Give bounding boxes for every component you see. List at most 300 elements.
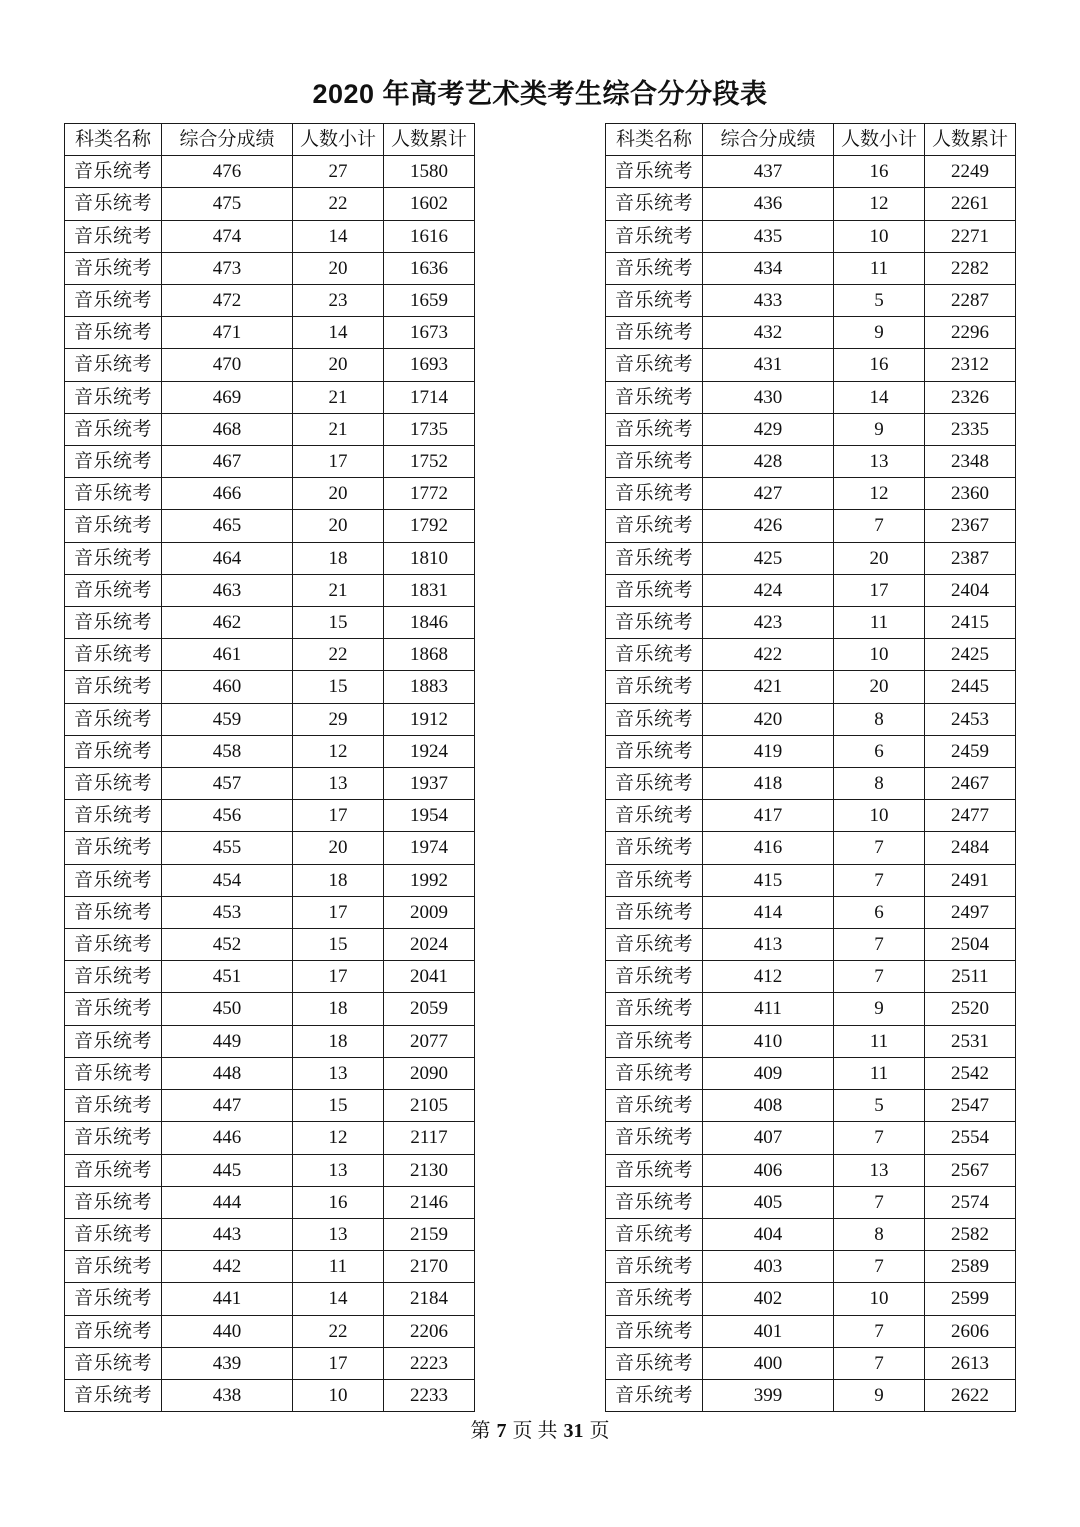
cell-score: 407 xyxy=(703,1122,834,1154)
table-row xyxy=(65,413,475,445)
cell-cumulative: 2059 xyxy=(384,993,475,1025)
cell-category: 音乐统考 xyxy=(65,1251,162,1283)
cell-subtotal: 14 xyxy=(293,317,384,349)
cell-cumulative: 1792 xyxy=(384,510,475,542)
cell-subtotal: 7 xyxy=(834,1347,925,1379)
cell-cumulative: 2184 xyxy=(384,1283,475,1315)
cell-category: 音乐统考 xyxy=(65,1347,162,1379)
cell-score: 440 xyxy=(162,1315,293,1347)
cell-subtotal: 10 xyxy=(834,1283,925,1315)
cell-subtotal: 15 xyxy=(293,929,384,961)
cell-category: 音乐统考 xyxy=(606,961,703,993)
cell-score: 471 xyxy=(162,317,293,349)
cell-cumulative: 1752 xyxy=(384,446,475,478)
table-header-row xyxy=(606,124,1016,156)
cell-score: 439 xyxy=(162,1347,293,1379)
cell-score: 459 xyxy=(162,703,293,735)
table-row xyxy=(65,671,475,703)
table-row xyxy=(606,735,1016,767)
cell-subtotal: 23 xyxy=(293,285,384,317)
cell-category: 音乐统考 xyxy=(65,1283,162,1315)
cell-subtotal: 9 xyxy=(834,993,925,1025)
cell-score: 435 xyxy=(703,220,834,252)
cell-category: 音乐统考 xyxy=(65,1186,162,1218)
cell-score: 442 xyxy=(162,1251,293,1283)
table-row xyxy=(65,542,475,574)
cell-category: 音乐统考 xyxy=(606,542,703,574)
table-row xyxy=(65,1251,475,1283)
cell-score: 454 xyxy=(162,864,293,896)
table-row xyxy=(65,800,475,832)
cell-score: 432 xyxy=(703,317,834,349)
cell-score: 457 xyxy=(162,768,293,800)
page-footer xyxy=(0,1414,1080,1443)
cell-subtotal: 22 xyxy=(293,1315,384,1347)
cell-score: 436 xyxy=(703,188,834,220)
cell-score: 410 xyxy=(703,1025,834,1057)
cell-category: 音乐统考 xyxy=(606,607,703,639)
cell-subtotal: 8 xyxy=(834,1218,925,1250)
table-row xyxy=(65,574,475,606)
cell-category: 音乐统考 xyxy=(65,381,162,413)
score-table-right xyxy=(605,123,1016,1412)
cell-cumulative: 2531 xyxy=(925,1025,1016,1057)
cell-subtotal: 21 xyxy=(293,574,384,606)
cell-cumulative: 2223 xyxy=(384,1347,475,1379)
cell-subtotal: 15 xyxy=(293,1090,384,1122)
cell-cumulative: 2367 xyxy=(925,510,1016,542)
cell-subtotal: 9 xyxy=(834,413,925,445)
page-title: 2020 年高考艺术类考生综合分分段表 xyxy=(312,79,768,109)
cell-category: 音乐统考 xyxy=(606,1315,703,1347)
cell-score: 428 xyxy=(703,446,834,478)
cell-cumulative: 2404 xyxy=(925,574,1016,606)
cell-subtotal: 6 xyxy=(834,896,925,928)
cell-subtotal: 17 xyxy=(293,446,384,478)
cell-subtotal: 7 xyxy=(834,864,925,896)
cell-category: 音乐统考 xyxy=(606,446,703,478)
table-row xyxy=(606,220,1016,252)
cell-subtotal: 17 xyxy=(293,800,384,832)
table-row xyxy=(606,832,1016,864)
cell-category: 音乐统考 xyxy=(65,607,162,639)
table-row xyxy=(606,1379,1016,1411)
cell-subtotal: 20 xyxy=(293,832,384,864)
cell-cumulative: 1974 xyxy=(384,832,475,864)
cell-cumulative: 2261 xyxy=(925,188,1016,220)
cell-cumulative: 2520 xyxy=(925,993,1016,1025)
table-row xyxy=(606,864,1016,896)
cell-score: 431 xyxy=(703,349,834,381)
cell-category: 音乐统考 xyxy=(65,1090,162,1122)
table-row xyxy=(606,1154,1016,1186)
cell-score: 472 xyxy=(162,285,293,317)
cell-subtotal: 13 xyxy=(834,1154,925,1186)
cell-score: 401 xyxy=(703,1315,834,1347)
cell-cumulative: 2170 xyxy=(384,1251,475,1283)
cell-cumulative: 2360 xyxy=(925,478,1016,510)
cell-cumulative: 1912 xyxy=(384,703,475,735)
cell-cumulative: 2117 xyxy=(384,1122,475,1154)
cell-cumulative: 2459 xyxy=(925,735,1016,767)
cell-score: 451 xyxy=(162,961,293,993)
cell-subtotal: 12 xyxy=(293,1122,384,1154)
cell-subtotal: 13 xyxy=(293,768,384,800)
table-row xyxy=(606,349,1016,381)
cell-score: 402 xyxy=(703,1283,834,1315)
cell-score: 403 xyxy=(703,1251,834,1283)
cell-cumulative: 2477 xyxy=(925,800,1016,832)
cell-category: 音乐统考 xyxy=(606,1122,703,1154)
table-row xyxy=(606,1122,1016,1154)
cell-category: 音乐统考 xyxy=(606,1283,703,1315)
cell-category: 音乐统考 xyxy=(606,768,703,800)
cell-category: 音乐统考 xyxy=(65,703,162,735)
score-table-right-body xyxy=(606,156,1016,1412)
cell-score: 425 xyxy=(703,542,834,574)
cell-cumulative: 1580 xyxy=(384,156,475,188)
cell-cumulative: 2582 xyxy=(925,1218,1016,1250)
cell-cumulative: 2077 xyxy=(384,1025,475,1057)
cell-cumulative: 2445 xyxy=(925,671,1016,703)
cell-cumulative: 2387 xyxy=(925,542,1016,574)
table-row xyxy=(606,1251,1016,1283)
cell-subtotal: 15 xyxy=(293,607,384,639)
cell-category: 音乐统考 xyxy=(606,832,703,864)
cell-score: 422 xyxy=(703,639,834,671)
cell-category: 音乐统考 xyxy=(606,285,703,317)
cell-score: 433 xyxy=(703,285,834,317)
cell-subtotal: 10 xyxy=(834,220,925,252)
cell-subtotal: 21 xyxy=(293,413,384,445)
cell-cumulative: 2599 xyxy=(925,1283,1016,1315)
cell-score: 417 xyxy=(703,800,834,832)
cell-category: 音乐统考 xyxy=(606,188,703,220)
cell-cumulative: 1659 xyxy=(384,285,475,317)
cell-score: 413 xyxy=(703,929,834,961)
cell-score: 463 xyxy=(162,574,293,606)
cell-subtotal: 17 xyxy=(293,896,384,928)
cell-score: 412 xyxy=(703,961,834,993)
cell-category: 音乐统考 xyxy=(606,220,703,252)
cell-score: 421 xyxy=(703,671,834,703)
table-row xyxy=(65,607,475,639)
cell-cumulative: 2484 xyxy=(925,832,1016,864)
cell-category: 音乐统考 xyxy=(606,1057,703,1089)
cell-subtotal: 15 xyxy=(293,671,384,703)
cell-category: 音乐统考 xyxy=(606,735,703,767)
table-row xyxy=(65,188,475,220)
table-row xyxy=(65,1347,475,1379)
cell-score: 405 xyxy=(703,1186,834,1218)
cell-score: 424 xyxy=(703,574,834,606)
cell-category: 音乐统考 xyxy=(65,832,162,864)
cell-cumulative: 2348 xyxy=(925,446,1016,478)
cell-subtotal: 14 xyxy=(293,1283,384,1315)
cell-score: 468 xyxy=(162,413,293,445)
cell-score: 473 xyxy=(162,252,293,284)
cell-cumulative: 2547 xyxy=(925,1090,1016,1122)
table-row xyxy=(65,864,475,896)
cell-cumulative: 1602 xyxy=(384,188,475,220)
cell-cumulative: 2206 xyxy=(384,1315,475,1347)
cell-subtotal: 6 xyxy=(834,735,925,767)
cell-score: 434 xyxy=(703,252,834,284)
cell-score: 469 xyxy=(162,381,293,413)
table-row xyxy=(606,285,1016,317)
cell-subtotal: 7 xyxy=(834,1315,925,1347)
cell-cumulative: 2554 xyxy=(925,1122,1016,1154)
table-row xyxy=(606,510,1016,542)
cell-category: 音乐统考 xyxy=(65,510,162,542)
cell-cumulative: 2326 xyxy=(925,381,1016,413)
footer-page-number: 7 xyxy=(496,1420,507,1442)
cell-category: 音乐统考 xyxy=(65,542,162,574)
cell-cumulative: 2009 xyxy=(384,896,475,928)
cell-cumulative: 1616 xyxy=(384,220,475,252)
table-row xyxy=(65,1218,475,1250)
cell-subtotal: 20 xyxy=(834,542,925,574)
cell-category: 音乐统考 xyxy=(606,317,703,349)
footer-prefix: 第 xyxy=(470,1420,491,1442)
cell-cumulative: 2425 xyxy=(925,639,1016,671)
cell-cumulative: 1772 xyxy=(384,478,475,510)
table-row xyxy=(606,1057,1016,1089)
cell-subtotal: 12 xyxy=(834,478,925,510)
table-row xyxy=(65,1379,475,1411)
cell-subtotal: 16 xyxy=(834,156,925,188)
cell-cumulative: 2497 xyxy=(925,896,1016,928)
table-row xyxy=(65,1315,475,1347)
cell-cumulative: 1954 xyxy=(384,800,475,832)
cell-cumulative: 2606 xyxy=(925,1315,1016,1347)
cell-score: 443 xyxy=(162,1218,293,1250)
cell-subtotal: 29 xyxy=(293,703,384,735)
cell-category: 音乐统考 xyxy=(65,896,162,928)
cell-category: 音乐统考 xyxy=(65,1315,162,1347)
cell-category: 音乐统考 xyxy=(65,252,162,284)
cell-score: 445 xyxy=(162,1154,293,1186)
cell-subtotal: 18 xyxy=(293,1025,384,1057)
cell-cumulative: 2282 xyxy=(925,252,1016,284)
cell-cumulative: 2335 xyxy=(925,413,1016,445)
cell-cumulative: 1714 xyxy=(384,381,475,413)
cell-cumulative: 2287 xyxy=(925,285,1016,317)
cell-category: 音乐统考 xyxy=(65,478,162,510)
cell-score: 475 xyxy=(162,188,293,220)
cell-subtotal: 18 xyxy=(293,864,384,896)
table-row xyxy=(606,1186,1016,1218)
cell-cumulative: 1810 xyxy=(384,542,475,574)
cell-cumulative: 2146 xyxy=(384,1186,475,1218)
cell-score: 404 xyxy=(703,1218,834,1250)
column-header-score: 综合分成绩 xyxy=(703,124,834,156)
table-row xyxy=(65,768,475,800)
table-row xyxy=(606,961,1016,993)
cell-subtotal: 20 xyxy=(293,510,384,542)
table-row xyxy=(65,639,475,671)
cell-subtotal: 16 xyxy=(834,349,925,381)
cell-category: 音乐统考 xyxy=(606,413,703,445)
cell-score: 464 xyxy=(162,542,293,574)
cell-cumulative: 2491 xyxy=(925,864,1016,896)
cell-category: 音乐统考 xyxy=(65,1122,162,1154)
cell-score: 449 xyxy=(162,1025,293,1057)
cell-category: 音乐统考 xyxy=(606,896,703,928)
cell-score: 441 xyxy=(162,1283,293,1315)
table-row xyxy=(606,607,1016,639)
cell-category: 音乐统考 xyxy=(606,1025,703,1057)
table-row xyxy=(65,381,475,413)
score-tables-container xyxy=(64,123,1016,1412)
cell-category: 音乐统考 xyxy=(606,703,703,735)
cell-subtotal: 9 xyxy=(834,1379,925,1411)
column-header-category: 科类名称 xyxy=(606,124,703,156)
cell-subtotal: 11 xyxy=(834,1057,925,1089)
cell-cumulative: 2105 xyxy=(384,1090,475,1122)
cell-score: 474 xyxy=(162,220,293,252)
table-row xyxy=(606,703,1016,735)
cell-category: 音乐统考 xyxy=(606,1090,703,1122)
table-row xyxy=(606,896,1016,928)
cell-cumulative: 2467 xyxy=(925,768,1016,800)
cell-subtotal: 20 xyxy=(293,349,384,381)
cell-subtotal: 5 xyxy=(834,285,925,317)
cell-category: 音乐统考 xyxy=(606,1347,703,1379)
cell-score: 448 xyxy=(162,1057,293,1089)
cell-score: 455 xyxy=(162,832,293,864)
cell-subtotal: 9 xyxy=(834,317,925,349)
cell-category: 音乐统考 xyxy=(65,1379,162,1411)
cell-score: 452 xyxy=(162,929,293,961)
cell-subtotal: 18 xyxy=(293,542,384,574)
cell-subtotal: 8 xyxy=(834,703,925,735)
cell-category: 音乐统考 xyxy=(65,413,162,445)
cell-category: 音乐统考 xyxy=(606,639,703,671)
column-header-subtotal: 人数小计 xyxy=(834,124,925,156)
cell-score: 467 xyxy=(162,446,293,478)
cell-subtotal: 8 xyxy=(834,768,925,800)
cell-category: 音乐统考 xyxy=(65,735,162,767)
table-row xyxy=(606,413,1016,445)
table-row xyxy=(65,317,475,349)
cell-category: 音乐统考 xyxy=(606,478,703,510)
cell-subtotal: 12 xyxy=(834,188,925,220)
cell-cumulative: 2567 xyxy=(925,1154,1016,1186)
table-row xyxy=(606,1025,1016,1057)
cell-category: 音乐统考 xyxy=(606,574,703,606)
cell-cumulative: 2090 xyxy=(384,1057,475,1089)
cell-subtotal: 10 xyxy=(293,1379,384,1411)
cell-category: 音乐统考 xyxy=(606,1379,703,1411)
cell-category: 音乐统考 xyxy=(65,188,162,220)
cell-category: 音乐统考 xyxy=(606,381,703,413)
cell-score: 450 xyxy=(162,993,293,1025)
cell-category: 音乐统考 xyxy=(65,961,162,993)
table-row xyxy=(606,188,1016,220)
table-row xyxy=(606,478,1016,510)
table-row xyxy=(65,1025,475,1057)
cell-category: 音乐统考 xyxy=(65,285,162,317)
cell-score: 427 xyxy=(703,478,834,510)
cell-subtotal: 17 xyxy=(834,574,925,606)
cell-score: 419 xyxy=(703,735,834,767)
table-row xyxy=(606,156,1016,188)
cell-cumulative: 1883 xyxy=(384,671,475,703)
cell-cumulative: 1735 xyxy=(384,413,475,445)
cell-cumulative: 1693 xyxy=(384,349,475,381)
cell-score: 420 xyxy=(703,703,834,735)
cell-category: 音乐统考 xyxy=(606,929,703,961)
cell-category: 音乐统考 xyxy=(65,929,162,961)
table-row xyxy=(65,703,475,735)
cell-category: 音乐统考 xyxy=(65,1154,162,1186)
column-header-cumulative: 人数累计 xyxy=(384,124,475,156)
cell-subtotal: 7 xyxy=(834,1251,925,1283)
cell-category: 音乐统考 xyxy=(65,768,162,800)
score-table-left xyxy=(64,123,475,1412)
table-row xyxy=(606,446,1016,478)
cell-cumulative: 2296 xyxy=(925,317,1016,349)
column-header-cumulative: 人数累计 xyxy=(925,124,1016,156)
cell-cumulative: 2233 xyxy=(384,1379,475,1411)
cell-category: 音乐统考 xyxy=(65,220,162,252)
score-table-left-body xyxy=(65,156,475,1412)
cell-score: 409 xyxy=(703,1057,834,1089)
cell-subtotal: 13 xyxy=(293,1057,384,1089)
table-row xyxy=(65,220,475,252)
cell-score: 476 xyxy=(162,156,293,188)
table-row xyxy=(606,574,1016,606)
cell-cumulative: 2312 xyxy=(925,349,1016,381)
cell-subtotal: 14 xyxy=(293,220,384,252)
cell-category: 音乐统考 xyxy=(65,639,162,671)
cell-cumulative: 2574 xyxy=(925,1186,1016,1218)
cell-cumulative: 2511 xyxy=(925,961,1016,993)
table-row xyxy=(65,832,475,864)
cell-category: 音乐统考 xyxy=(606,1186,703,1218)
cell-score: 437 xyxy=(703,156,834,188)
cell-category: 音乐统考 xyxy=(606,1154,703,1186)
cell-subtotal: 22 xyxy=(293,188,384,220)
table-row xyxy=(65,156,475,188)
cell-score: 400 xyxy=(703,1347,834,1379)
cell-subtotal: 11 xyxy=(293,1251,384,1283)
cell-score: 470 xyxy=(162,349,293,381)
cell-score: 426 xyxy=(703,510,834,542)
cell-subtotal: 10 xyxy=(834,800,925,832)
cell-cumulative: 2130 xyxy=(384,1154,475,1186)
cell-category: 音乐统考 xyxy=(606,800,703,832)
table-row xyxy=(65,1186,475,1218)
footer-total-pages: 31 xyxy=(563,1420,584,1442)
table-row xyxy=(65,993,475,1025)
cell-score: 438 xyxy=(162,1379,293,1411)
table-row xyxy=(65,929,475,961)
cell-subtotal: 7 xyxy=(834,1122,925,1154)
table-row xyxy=(606,929,1016,961)
cell-score: 460 xyxy=(162,671,293,703)
cell-score: 416 xyxy=(703,832,834,864)
cell-subtotal: 20 xyxy=(293,478,384,510)
table-row xyxy=(65,478,475,510)
table-row xyxy=(606,639,1016,671)
cell-score: 461 xyxy=(162,639,293,671)
cell-subtotal: 7 xyxy=(834,832,925,864)
table-row xyxy=(65,252,475,284)
cell-cumulative: 1924 xyxy=(384,735,475,767)
cell-score: 423 xyxy=(703,607,834,639)
